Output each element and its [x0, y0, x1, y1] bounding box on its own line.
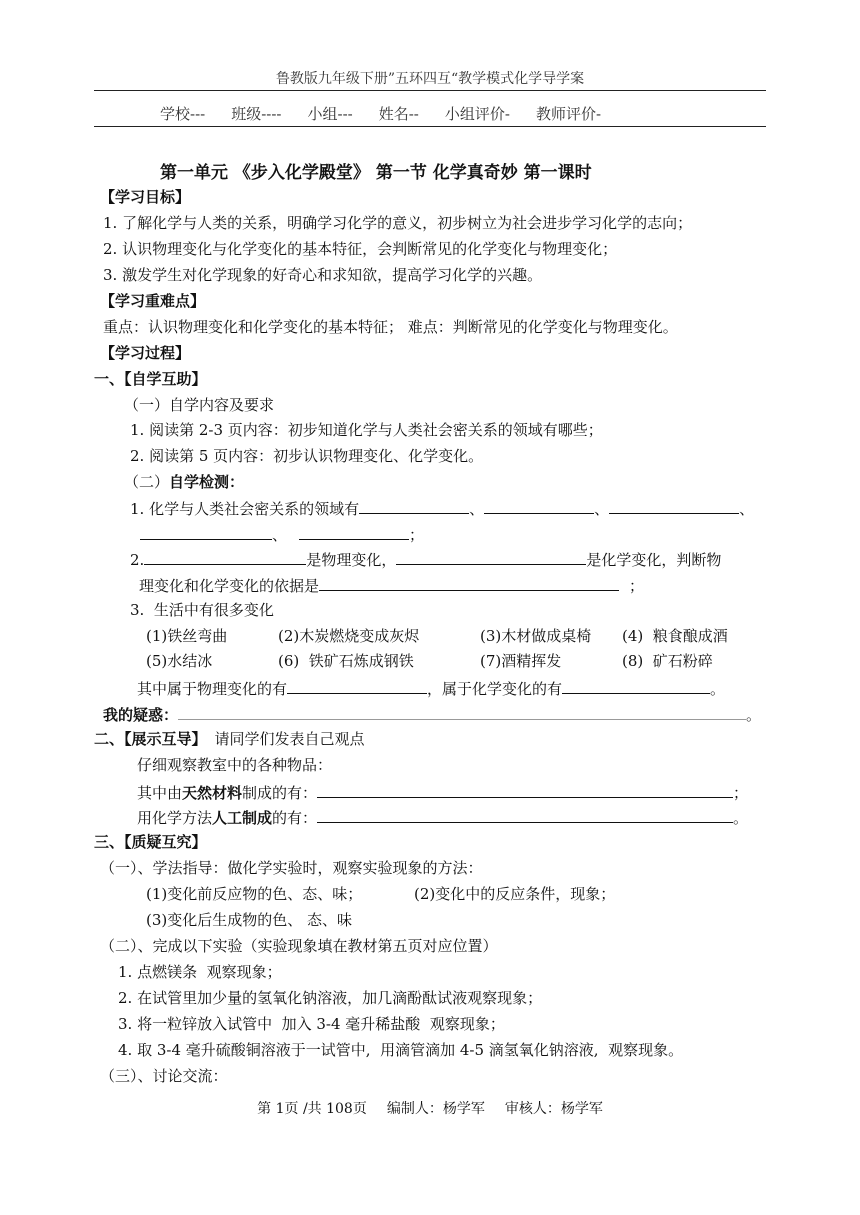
header-rule [94, 90, 766, 91]
change-item: (6) 铁矿石炼成钢铁 [278, 652, 414, 670]
answer-blank[interactable] [178, 703, 746, 720]
part2-heading: 二、【展示互导】 [94, 730, 207, 748]
experiment-heading: （二）、完成以下实验（实验现象填在教材第五页对应位置） [100, 937, 498, 955]
part1-heading: 一、【自学互助】 [94, 370, 207, 388]
part1-sub2-prefix: （二） [124, 473, 170, 491]
change-item: (4) 粮食酿成酒 [622, 627, 728, 645]
part1-read-2: 2. 阅读第 5 页内容：初步认识物理变化、化学变化。 [130, 447, 484, 465]
teacher-eval-field: 教师评价- [535, 105, 602, 123]
doubt-line [103, 703, 761, 725]
artificial-text-c: 的有： [272, 809, 318, 827]
method-a: (1)变化前反应物的色、态、味； [146, 885, 363, 903]
question-2-number: 2. [130, 551, 145, 569]
answer-blank[interactable] [299, 523, 409, 540]
part2-heading-row [94, 729, 365, 749]
class-field: 班级---- [231, 105, 282, 123]
answer-blank[interactable] [609, 497, 739, 514]
doubt-label: 我的疑惑： [103, 706, 179, 724]
question-2 [130, 548, 721, 570]
experiment-4: 4. 取 3-4 毫升硫酸铜溶液于一试管中, 用滴管滴加 4-5 滴氢氧化钠溶液, 观察现象。 [118, 1041, 684, 1059]
keys-text: 重点：认识物理变化和化学变化的基本特征； 难点：判断常见的化学变化与物理变化。 [103, 318, 678, 336]
answer-blank[interactable] [484, 497, 594, 514]
natural-text-c: 制成的有： [242, 784, 318, 802]
change-item: (7)酒精挥发 [480, 652, 562, 670]
part1-sub2-label: 自学检测： [169, 473, 245, 491]
change-item: (2)木炭燃烧变成灰烬 [278, 627, 420, 645]
experiment-1: 1. 点燃镁条 观察现象； [118, 963, 282, 981]
process-heading: 【学习过程】 [100, 344, 191, 362]
info-rule [94, 126, 766, 127]
change-item: (8) 矿石粉碎 [622, 652, 713, 670]
running-header: 鲁教版九年级下册”五环四互“教学模式化学导学案 [275, 71, 585, 87]
comma: 、 [469, 500, 485, 518]
goal-2: 2. 认识物理变化与化学变化的基本特征，会判断常见的化学变化与物理变化； [103, 240, 618, 258]
comma: 、 [739, 500, 755, 518]
answer-blank[interactable] [317, 781, 733, 798]
goal-3: 3. 激发学生对化学现象的好奇心和求知欲，提高学习化学的兴趣。 [103, 266, 543, 284]
discussion-heading: （三）、讨论交流： [100, 1067, 228, 1085]
artificial-text-b: 人工制成 [212, 809, 273, 827]
semicolon: ； [629, 577, 645, 595]
physical-label: 其中属于物理变化的有 [137, 680, 288, 698]
natural-text-a: 其中由 [137, 784, 183, 802]
natural-line [137, 781, 748, 803]
question-1-text: 1. 化学与人类社会密关系的领域有 [130, 500, 360, 518]
change-item: (5)水结冰 [146, 652, 213, 670]
artificial-line [137, 806, 748, 828]
page-number: 第 1页 /共 108页 [257, 1101, 367, 1117]
period: 。 [733, 809, 749, 827]
part3-heading: 三、【质疑互究】 [94, 833, 207, 851]
part2-line1: 仔细观察教室中的各种物品： [137, 756, 333, 774]
part2-note: 请同学们发表自己观点 [214, 730, 365, 748]
answer-blank[interactable] [359, 497, 469, 514]
editor: 编制人：杨学军 [386, 1101, 485, 1117]
answer-blank[interactable] [144, 548, 306, 565]
question-3: 3. 生活中有很多变化 [130, 601, 274, 619]
goal-1: 1. 了解化学与人类的关系，明确学习化学的意义，初步树立为社会进步学习化学的志向； [103, 214, 693, 232]
goals-heading: 【学习目标】 [100, 188, 191, 206]
group-eval-field: 小组评价- [444, 105, 510, 123]
student-info-row [160, 103, 627, 124]
name-field: 姓名-- [378, 105, 419, 123]
semicolon: ； [733, 784, 749, 802]
group-field: 小组--- [307, 105, 353, 123]
experiment-2: 2. 在试管里加少量的氢氧化钠溶液，加几滴酚酞试液观察现象； [118, 989, 543, 1007]
question-1 [130, 497, 754, 519]
period: 。 [746, 706, 762, 724]
period: 。 [710, 680, 726, 698]
method-heading: （一）、学法指导：做化学实验时，观察实验现象的方法： [100, 859, 483, 877]
experiment-3: 3. 将一粒锌放入试管中 加入 3-4 毫升稀盐酸 观察现象； [118, 1015, 505, 1033]
chemical-label: ，属于化学变化的有 [427, 680, 563, 698]
answer-blank[interactable] [396, 548, 586, 565]
part1-sub1: （一）自学内容及要求 [124, 396, 275, 414]
question-2-cont [139, 574, 644, 596]
question-2-text-b: 是化学变化，判断物 [586, 551, 722, 569]
method-c: (3)变化后生成物的色、 态、味 [146, 911, 353, 929]
comma: 、 [272, 526, 288, 544]
question-2-text-a: 是物理变化， [306, 551, 397, 569]
page-footer [0, 1098, 860, 1118]
part1-sub2 [124, 472, 244, 492]
semicolon: ； [409, 526, 425, 544]
question-2-text-c: 理变化和化学变化的依据是 [139, 577, 320, 595]
answer-blank[interactable] [319, 574, 619, 591]
natural-text-b: 天然材料 [182, 784, 243, 802]
answer-blank[interactable] [317, 806, 733, 823]
comma: 、 [594, 500, 610, 518]
change-item: (3)木材做成桌椅 [480, 627, 592, 645]
method-b: (2)变化中的反应条件，现象； [414, 885, 616, 903]
part1-read-1: 1. 阅读第 2-3 页内容：初步知道化学与人类社会密关系的领域有哪些； [130, 421, 603, 439]
answer-blank[interactable] [562, 677, 710, 694]
answer-blank[interactable] [287, 677, 427, 694]
question-3-answer [137, 677, 725, 699]
school-field: 学校--- [160, 105, 206, 123]
keys-heading: 【学习重难点】 [100, 292, 206, 310]
answer-blank[interactable] [140, 523, 272, 540]
question-1-cont [140, 523, 424, 545]
change-item: (1)铁丝弯曲 [146, 627, 228, 645]
page-title: 第一单元 《步入化学殿堂》 第一节 化学真奇妙 第一课时 [160, 163, 592, 183]
reviewer: 审核人：杨学军 [504, 1101, 603, 1117]
artificial-text-a: 用化学方法 [137, 809, 213, 827]
